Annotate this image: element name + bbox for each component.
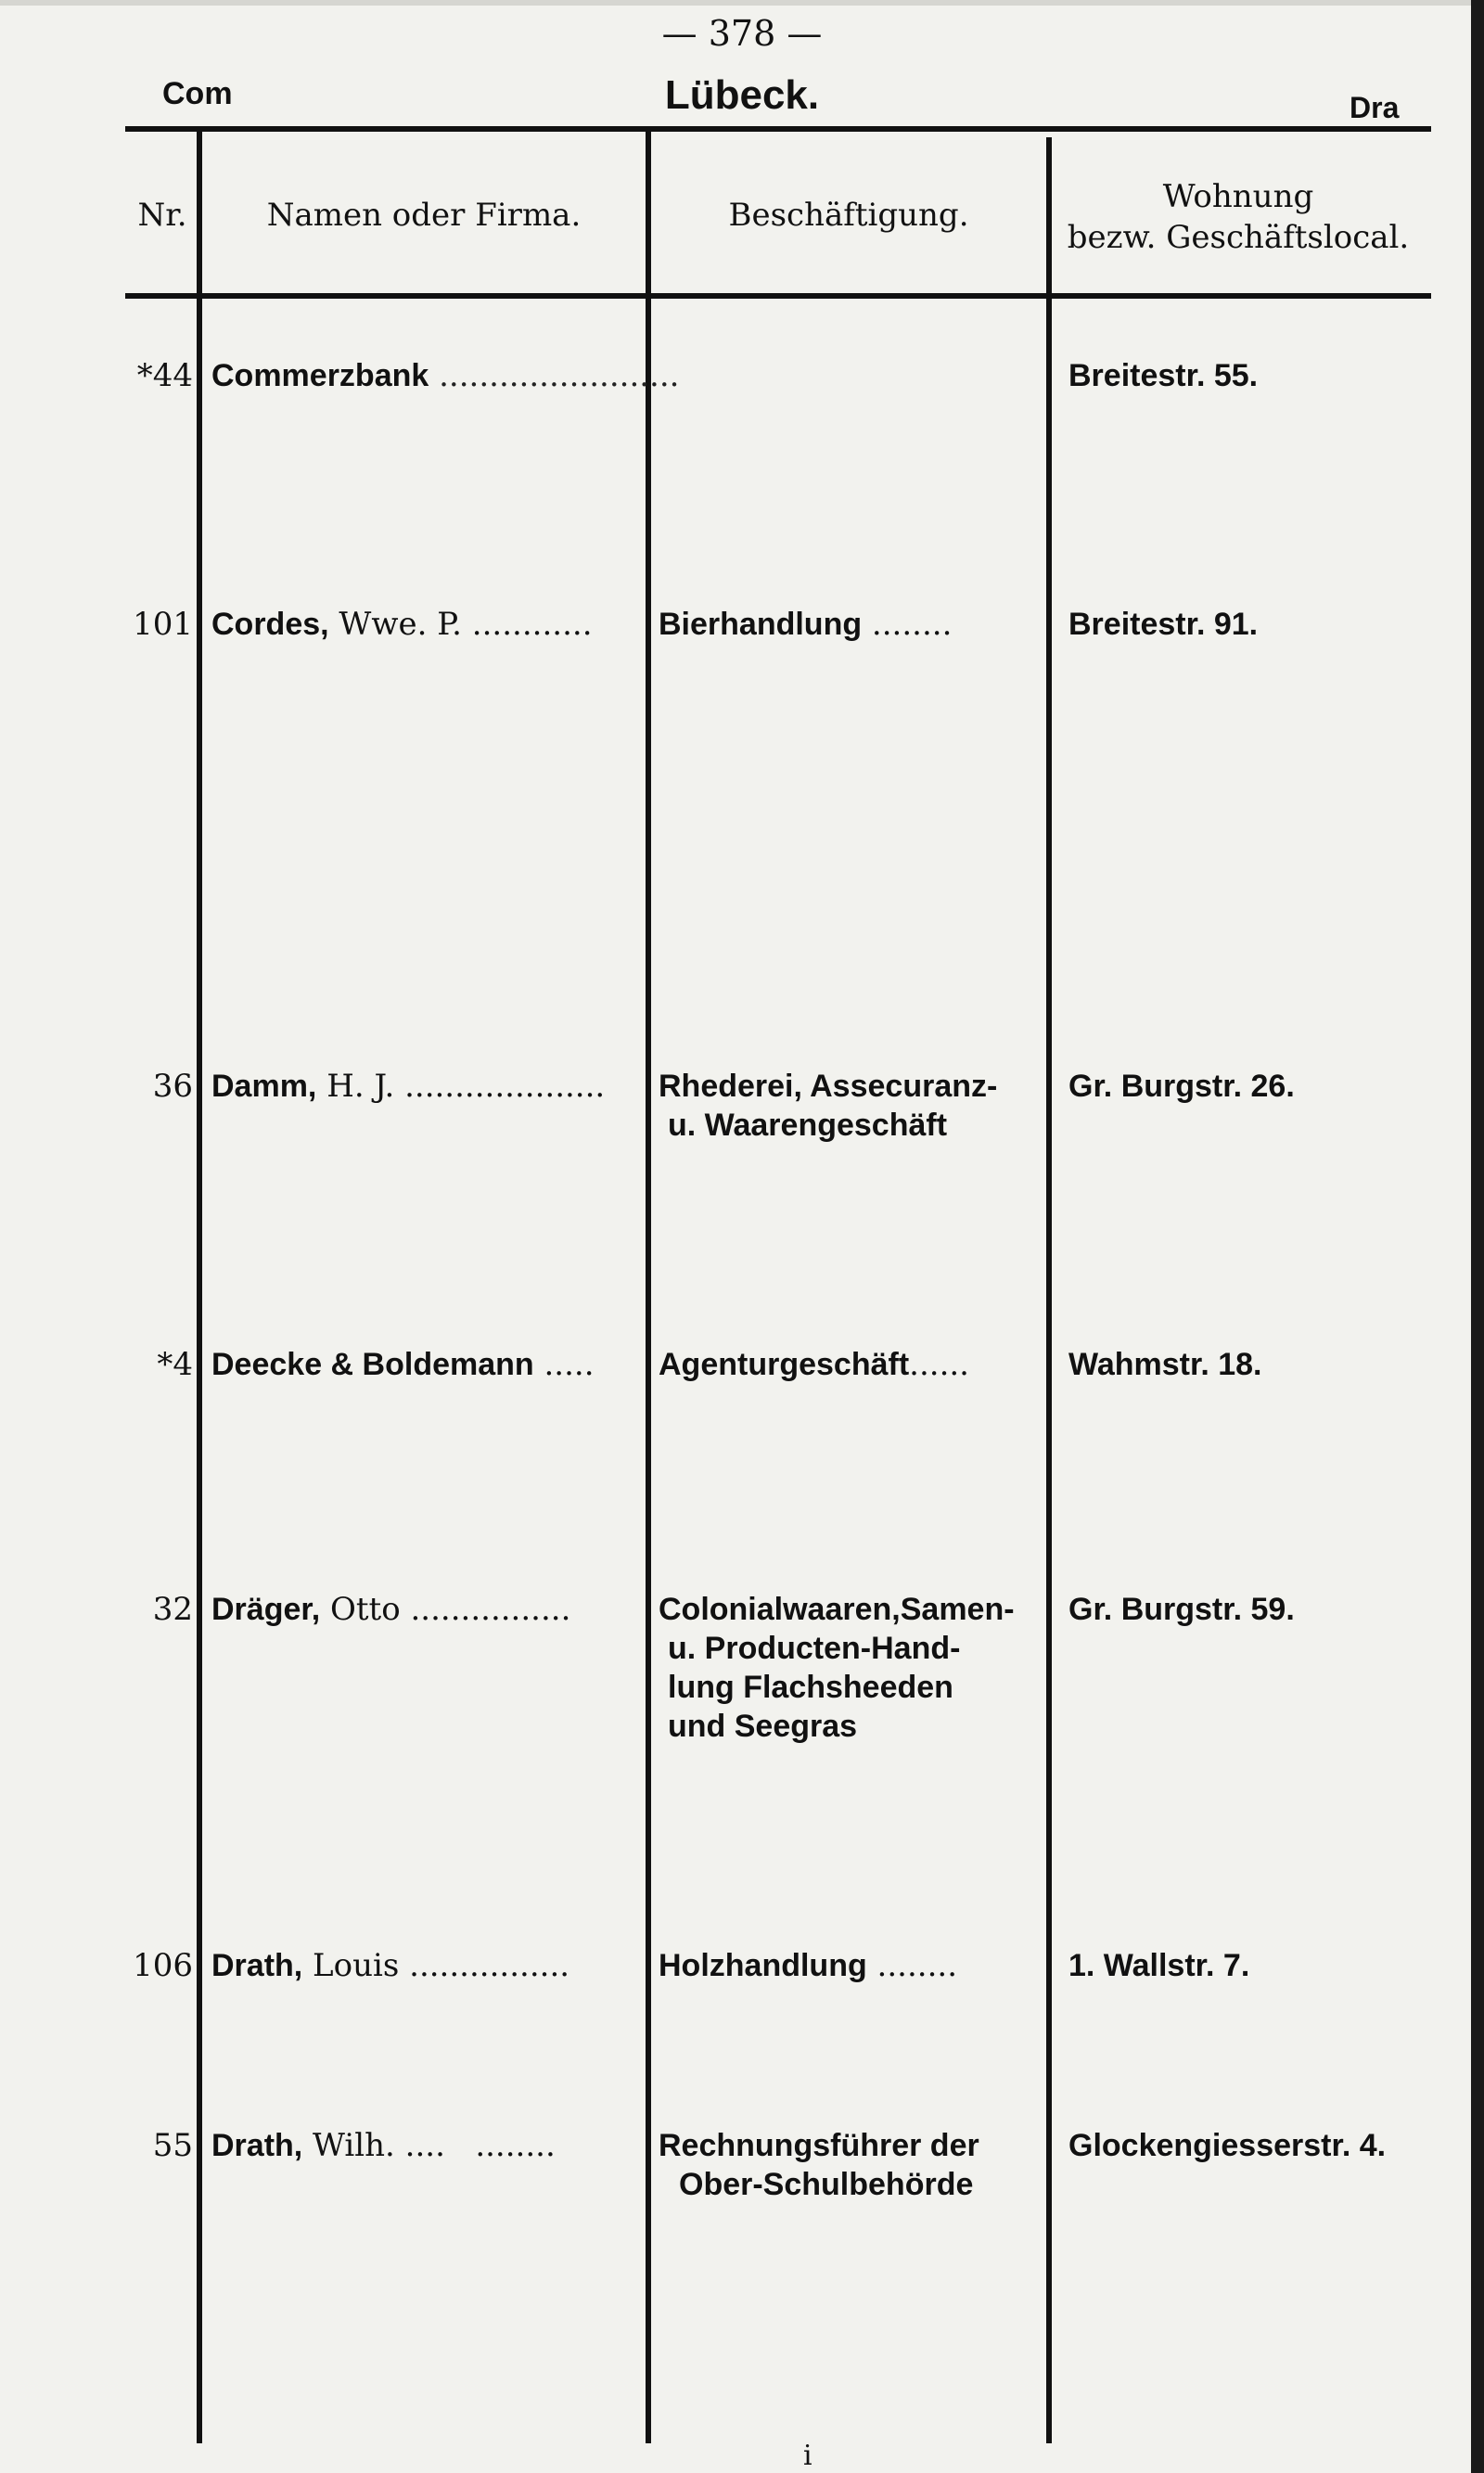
header-rule-top xyxy=(125,126,1431,132)
entry-address: Breitestr. 91. xyxy=(1068,607,1259,642)
column-header-name: Namen oder Firma. xyxy=(266,197,582,234)
column-header-occupation: Beschäftigung. xyxy=(728,197,969,234)
entry-nr: 101 xyxy=(133,606,193,643)
page-title: Lübeck. xyxy=(664,72,820,118)
entry-name: Cordes, Wwe. P. ............ xyxy=(211,606,593,643)
entry-given: Wwe. P. xyxy=(339,606,462,643)
entry-occupation: Colonialwaaren,Samen- u. Producten-Hand- lung Flachsheeden und Seegras xyxy=(659,1592,1015,1744)
entry-nr: 32 xyxy=(152,1591,193,1628)
entry-nr: 106 xyxy=(133,1947,193,1984)
entry-nr: 36 xyxy=(152,1068,193,1105)
entry-occupation: Agenturgeschäft...... xyxy=(659,1346,969,1383)
column-divider-1 xyxy=(197,132,202,2443)
entry-address: Wahmstr. 18. xyxy=(1068,1347,1262,1382)
entry-occupation: Rechnungsführer der Ober-Schulbehörde xyxy=(659,2128,979,2202)
header-rule-bottom xyxy=(125,293,1431,299)
entry-given: Louis xyxy=(313,1947,400,1984)
entry-nr: *4 xyxy=(157,1346,193,1383)
entry-given: Otto xyxy=(330,1591,401,1628)
column-header-address xyxy=(1053,176,1424,258)
entry-name: Commerzbank ........................ xyxy=(211,357,680,394)
column-header-nr: Nr. xyxy=(137,197,187,234)
entry-name: Damm, H. J. .................... xyxy=(211,1068,606,1105)
column-divider-3 xyxy=(1046,137,1052,2443)
entry-occupation: Rhederei, Assecuranz- u. Waarengeschäft xyxy=(659,1069,998,1143)
entry-occupation: Holzhandlung ........ xyxy=(659,1947,958,1984)
entry-given: H. J. xyxy=(326,1068,395,1105)
entry-address: Gr. Burgstr. 26. xyxy=(1068,1069,1295,1104)
column-header-address-line2: bezw. Geschäftslocal. xyxy=(1067,219,1410,256)
entry-occupation: Bierhandlung ........ xyxy=(659,606,953,643)
entry-address: Breitestr. 55. xyxy=(1068,358,1259,393)
entry-address: 1. Wallstr. 7. xyxy=(1068,1948,1250,1983)
entry-name: Dräger, Otto ................ xyxy=(211,1591,571,1628)
entry-nr: *44 xyxy=(136,357,193,394)
bottom-mark: ⅰ xyxy=(803,2440,812,2472)
entry-name: Deecke & Boldemann ..... xyxy=(211,1346,595,1383)
entry-name: Drath, Wilh. .... ........ xyxy=(211,2127,556,2164)
column-header-address-line1: Wohnung xyxy=(1162,178,1314,215)
column-divider-2 xyxy=(646,132,651,2443)
entry-address: Gr. Burgstr. 59. xyxy=(1068,1592,1295,1627)
running-head-left: Com xyxy=(162,76,233,111)
entry-given: Wilh. xyxy=(313,2127,395,2164)
entry-address: Glockengiesserstr. 4. xyxy=(1068,2128,1387,2163)
entry-nr: 55 xyxy=(152,2127,193,2164)
page-number: — 378 — xyxy=(661,13,823,54)
entry-name: Drath, Louis ................ xyxy=(211,1947,570,1984)
running-head-right: Dra xyxy=(1350,91,1400,124)
page-top-edge xyxy=(0,0,1484,6)
